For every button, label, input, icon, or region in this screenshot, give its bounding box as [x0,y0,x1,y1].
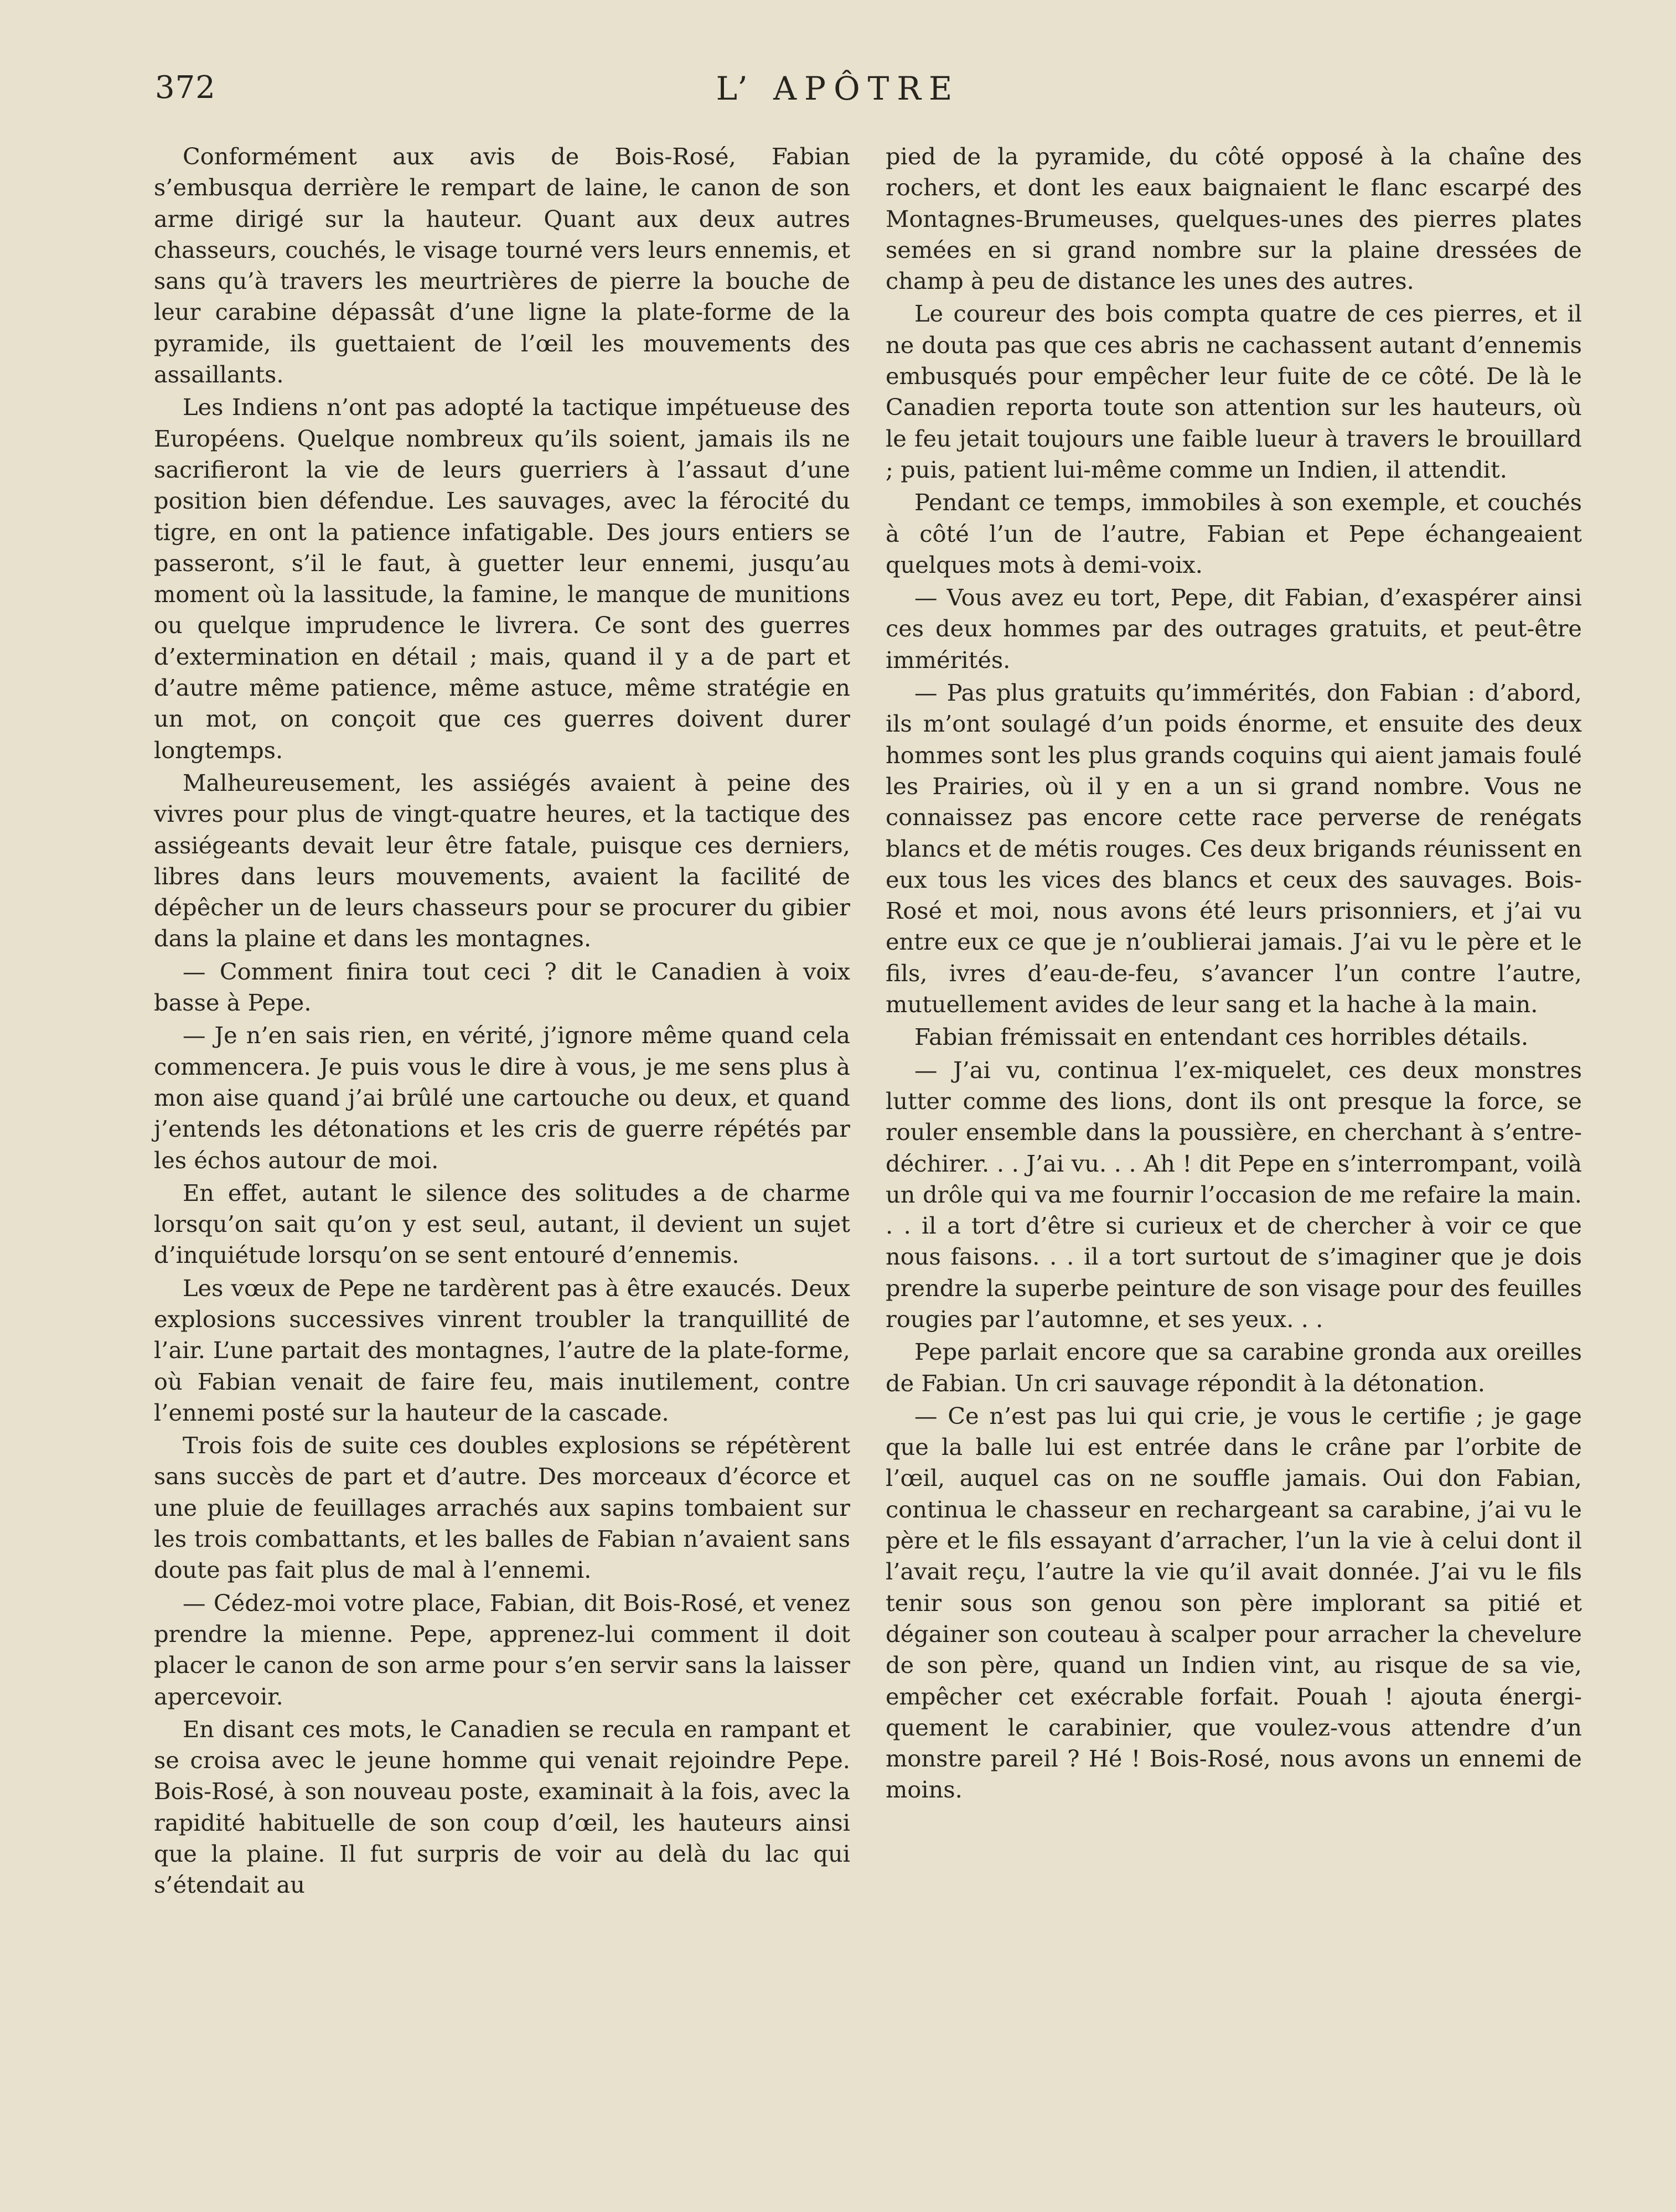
paragraph-continuation: pied de la pyramide, du côté opposé à la chaîne des rochers, et dont les eaux baignaient le flanc escarpé des Montagnes-Brumeuses, quelques-unes des pierres plates semées en si grand nombre sur la plaine dressées de champ à peu de distance les unes des autres. [886,143,1582,295]
paragraph: En effet, autant le silence des solitudes a de charme lorsqu’on sait qu’on y est seul, autant, il devient un sujet d’inquiétude lorsqu’on se sent entouré d’ennemis. [154,1179,850,1269]
running-title: L’ APÔTRE [716,70,960,107]
paragraph: Pendant ce temps, immobiles à son exemple, et couchés à côté l’un de l’autre, Fabian et Pepe échangeaient quelques mots à demi-voix. [886,489,1582,578]
paragraph: — Ce n’est pas lui qui crie, je vous le certifie ; je gage que la balle lui est entrée dans le crâne par l’orbite de l’œil, auquel cas on ne souffle jamais. Oui don Fabian, continua le chasseur en rechargeant sa carabine, j’ai vu le père et le fils essayant d’arracher, l’un la vie à celui dont il l’avait reçu, l’autre la vie qu’il avait donnée. J’ai vu le fils tenir sous son genou son père implorant sa pitié et dégainer son couteau à scalper pour arracher la chevelure de son père, quand un Indien vint, au risque de sa vie, empêcher cet exécrable forfait. Pouah ! ajouta énergiquement le carabinier, que voulez-vous attendre d’un monstre pareil ? Hé ! Bois-Rosé, nous avons un ennemi de moins. [886,1402,1582,1804]
paragraph: Les vœux de Pepe ne tardèrent pas à être exaucés. Deux explosions successives vinrent troubler la tranquillité de l’air. L’une partait des montagnes, l’autre de la plate-forme, où Fabian venait de faire feu, mais inutilement, contre l’ennemi posté sur la hauteur de la cascade. [154,1274,850,1426]
paragraph: Conformément aux avis de Bois-Rosé, Fabian s’embusqua derrière le rempart de laine, le canon de son arme dirigé sur la hauteur. Quant aux deux autres chasseurs, couchés, le visage tourné vers leurs ennemis, et sans qu’à travers les meurtrières de pierre la bouche de leur carabine dépassât d’une ligne la plate-forme de la pyramide, ils guettaient de l’œil les mouvements des assaillants. [154,143,850,388]
paragraph: — Comment finira tout ceci ? dit le Canadien à voix basse à Pepe. [154,957,850,1017]
paragraph: Fabian frémissait en entendant ces horribles détails. [914,1023,1529,1051]
paragraph: Le coureur des bois compta quatre de ces pierres, et il ne douta pas que ces abris ne cachassent autant d’ennemis embusqués pour empêcher leur fuite de ce côté. De là le Canadien reporta toute son attention sur les hauteurs, où le feu jetait toujours une faible lueur à travers le brouillard ; puis, patient lui-même comme un Indien, il attendit. [886,300,1582,483]
paragraph: — J’ai vu, continua l’ex-miquelet, ces deux monstres lutter comme des lions, dont ils ont presque la force, se rouler ensemble dans la poussière, en cherchant à s’entre-déchirer. . . J’ai vu. . . Ah ! dit Pepe en s’interrompant, voilà un drôle qui va me fournir l’occasion de me refaire la main. . . il a tort d’être si curieux et de chercher à voir ce que nous faisons. . . il a tort surtout de s’imaginer que je dois prendre la superbe peinture de son visage pour des feuilles rougies par l’automne, et ses yeux. . . [886,1056,1582,1333]
paragraph: Les Indiens n’ont pas adopté la tactique impétueuse des Européens. Quelque nombreux qu’ils soient, jamais ils ne sacrifieront la vie de leurs guerriers à l’assaut d’une position bien défendue. Les sauvages, avec la férocité du tigre, en ont la patience infatigable. Des jours entiers se passeront, s’il le faut, à guetter leur ennemi, jusqu’au moment où la lassitude, la famine, le manque de munitions ou quelque imprudence le livrera. Ce sont des guerres d’extermination en détail ; mais, quand il y a de part et d’autre même patience, même astuce, même stratégie en un mot, on conçoit que ces guerres doivent durer longtemps. [154,393,850,764]
paragraph: Pepe parlait encore que sa carabine gronda aux oreilles de Fabian. Un cri sauvage répondit à la détonation. [886,1338,1582,1397]
paragraph: — Je n’en sais rien, en vérité, j’ignore même quand cela commencera. Je puis vous le dire à vous, je me sens plus à mon aise quand j’ai brûlé une cartouche ou deux, et quand j’entends les détonations et les cris de guerre répétés par les échos autour de moi. [154,1022,850,1174]
paragraph: En disant ces mots, le Canadien se recula en rampant et se croisa avec le jeune homme qui venait rejoindre Pepe. Bois-Rosé, à son nouveau poste, examinait à la fois, avec la rapidité habituelle de son coup d’œil, les hauteurs ainsi que la plaine. Il fut surpris de voir au delà du lac qui s’étendait au [154,1715,850,1899]
paragraph: — Cédez-moi votre place, Fabian, dit Bois-Rosé, et venez prendre la mienne. Pepe, apprenez-lui comment il doit placer le canon de son arme pour s’en servir sans la laisser apercevoir. [154,1589,850,1710]
paragraph: — Vous avez eu tort, Pepe, dit Fabian, d’exaspérer ainsi ces deux hommes par des outrages gratuits, et peut-être immérités. [886,584,1582,674]
right-column [886,141,1582,1807]
left-column [154,141,850,1903]
paragraph: Trois fois de suite ces doubles explosions se répétèrent sans succès de part et d’autre. Des morceaux d’écorce et une pluie de feuillages arrachés aux sapins tombaient sur les trois combattants, et les balles de Fabian n’avaient sans doute pas fait plus de mal à l’ennemi. [154,1432,850,1584]
paragraph: — Pas plus gratuits qu’immérités, don Fabian : d’abord, ils m’ont soulagé d’un poids énorme, et ensuite des deux hommes sont les plus grands coquins qui aient jamais foulé les Prairies, où il y en a un si grand nombre. Vous ne connaissez pas encore cette race perverse de renégats blancs et de métis rouges. Ces deux brigands réunissent en eux tous les vices des blancs et ceux des sauvages. Bois-Rosé et moi, nous avons été leurs prisonniers, et j’ai vu entre eux ce que je n’oublierai jamais. J’ai vu le père et le fils, ivres d’eau-de-feu, s’avancer l’un contre l’autre, mutuellement avides de leur sang et la hache à la main. [886,679,1582,1018]
page-number: 372 [155,70,216,106]
paragraph: Malheureusement, les assiégés avaient à peine des vivres pour plus de vingt-quatre heures, et la tactique des assiégeants devait leur être fatale, puisque ces derniers, libres dans leurs mouvements, avaient la facilité de dépêcher un de leurs chasseurs pour se procurer du gibier dans la plaine et dans les montagnes. [154,769,850,952]
